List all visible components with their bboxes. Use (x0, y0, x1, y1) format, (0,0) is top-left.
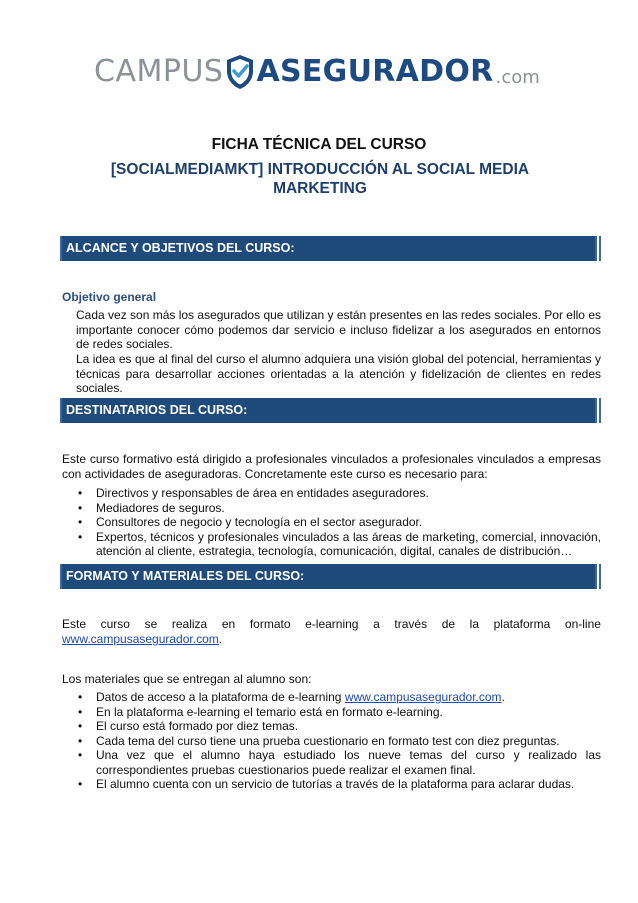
platform-link[interactable]: www.campusasegurador.com (344, 690, 502, 704)
document-title: FICHA TÉCNICA DEL CURSO (211, 136, 427, 153)
word: on-line (564, 617, 601, 631)
shield-check-icon (225, 53, 255, 91)
word: plataforma (493, 617, 551, 631)
campus-website-link[interactable]: www.campusasegurador.com (62, 632, 219, 646)
period: . (501, 690, 505, 704)
materiales-intro: Los materiales que se entregan al alumno son: (62, 672, 312, 686)
list-item: • Consultores de negocio y tecnología en el sector asegurador. (62, 515, 601, 530)
word: realiza (171, 617, 208, 631)
campus-asegurador-logo (94, 50, 540, 94)
list-item-text: Datos de acceso a la plataforma de e-learning (96, 690, 345, 704)
formato-line-1 (62, 617, 601, 632)
period: . (218, 632, 223, 646)
list-item: • Expertos, técnicos y profesionales vinculados a las áreas de marketing, comercial, innovación, atención al cliente, estrategia, tecnología, comunicación, digital, canales de distribución… (62, 530, 601, 559)
word: a (373, 617, 380, 631)
logo-com-text: .com (495, 66, 540, 88)
list-item: • El curso está formado por diez temas. (62, 719, 601, 734)
list-item: • El alumno cuenta con un servicio de tutorías a través de la plataforma para aclarar dudas. (62, 777, 601, 792)
word: través (394, 617, 428, 631)
word: se (144, 617, 158, 631)
objetivo-paragraph-2: La idea es que al final del curso el alumno adquiera una visión global del potencial, herramientas y técnicas para desarrollar acciones orientadas a la atención y fidelización de clientes en redes sociales. (76, 352, 601, 395)
section-heading-alcance: ALCANCE Y OBJETIVOS DEL CURSO: (60, 236, 597, 261)
list-item: • Directivos y responsables de área en entidades aseguradores. (62, 486, 601, 501)
section-heading-destinatarios: DESTINATARIOS DEL CURSO: (60, 398, 597, 423)
word: curso (100, 617, 130, 631)
word: la (469, 617, 479, 631)
logo-asegurador-text: ASEGURADOR (256, 54, 494, 89)
formato-line-2 (62, 632, 601, 647)
materiales-list (62, 690, 601, 792)
destinatarios-intro: Este curso formativo está dirigido a profesionales vinculados a profesionales vinculados a empresas con actividades de aseguradoras. Concretamente este curso es necesario para: (62, 452, 601, 481)
word: formato (249, 617, 291, 631)
word: e-learning (305, 617, 359, 631)
section-heading-formato: FORMATO Y MATERIALES DEL CURSO: (60, 564, 597, 589)
list-item: • En la plataforma e-learning el temario está en formato e-learning. (62, 705, 601, 720)
list-item: • Cada tema del curso tiene una prueba cuestionario en formato test con diez preguntas. (62, 734, 601, 749)
word: en (221, 617, 236, 631)
list-item: • Una vez que el alumno haya estudiado los nueve temas del curso y realizado las correspondientes pruebas cuestionarios puede realizar el examen final. (62, 748, 601, 777)
logo-campus-text: CAMPUS (94, 54, 224, 89)
list-item (62, 690, 601, 705)
destinatarios-list (62, 486, 601, 559)
objetivo-paragraph-1: Cada vez son más los asegurados que utilizan y están presentes en las redes sociales. Por ello es importante conocer cómo podemos dar servicio e incluso fidelizar a los asegurados en entornos de redes sociales. (76, 308, 601, 351)
word: Este (62, 617, 87, 631)
list-item: • Mediadores de seguros. (62, 501, 601, 516)
objetivo-general-heading: Objetivo general (62, 290, 157, 304)
course-title: [SOCIALMEDIAMKT] INTRODUCCIÓN AL SOCIAL MEDIA MARKETING (110, 161, 530, 197)
word: de (441, 617, 456, 631)
